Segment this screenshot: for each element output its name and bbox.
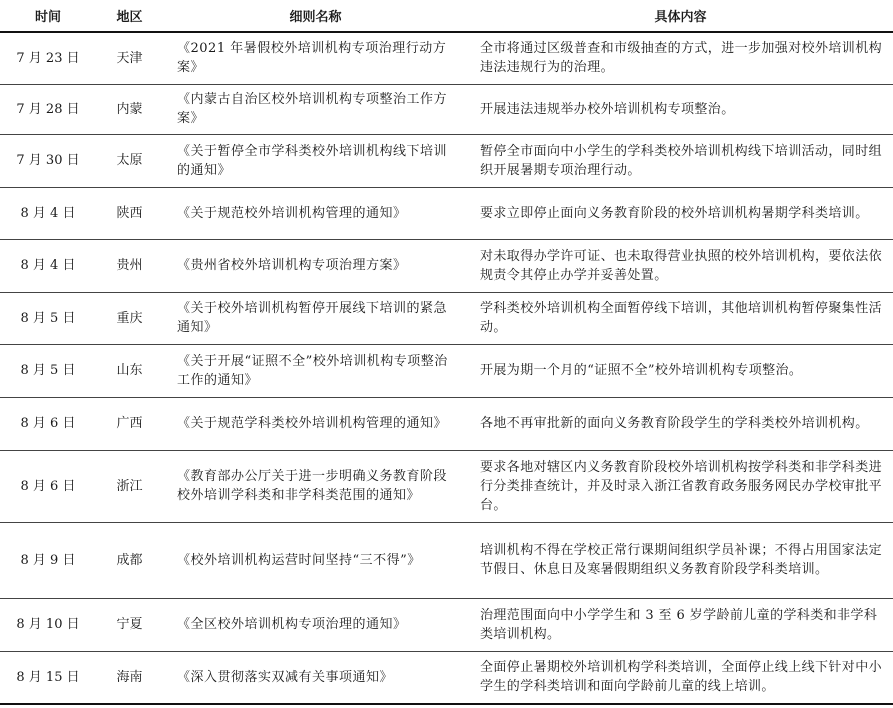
row-date: 8 月 6 日 [0,397,96,450]
row-date: 7 月 28 日 [0,84,96,134]
row-region: 山东 [96,344,163,397]
table-row [0,450,893,522]
table-row [0,84,893,134]
header-region: 地区 [96,0,163,32]
table-row [0,522,893,598]
table-row [0,134,893,187]
row-content: 学科类校外培训机构全面暂停线下培训，其他培训机构暂停聚集性活动。 [468,292,893,344]
row-date: 7 月 23 日 [0,32,96,84]
row-date: 8 月 5 日 [0,344,96,397]
row-region: 天津 [96,32,163,84]
row-region: 广西 [96,397,163,450]
row-content: 开展违法违规举办校外培训机构专项整治。 [468,84,893,134]
row-content: 全市将通过区级普查和市级抽查的方式，进一步加强对校外培训机构违法违规行为的治理。 [468,32,893,84]
table-row [0,187,893,239]
row-date: 8 月 15 日 [0,651,96,704]
row-date: 8 月 10 日 [0,598,96,651]
row-region: 成都 [96,522,163,598]
row-date: 8 月 4 日 [0,187,96,239]
row-content: 全面停止暑期校外培训机构学科类培训，全面停止线上线下针对中小学生的学科类培训和面向学龄前儿童的线上培训。 [468,651,893,704]
row-content: 开展为期一个月的“证照不全”校外培训机构专项整治。 [468,344,893,397]
row-title: 《关于规范学科类校外培训机构管理的通知》 [163,397,468,450]
row-date: 8 月 4 日 [0,239,96,292]
row-title: 《关于开展“证照不全”校外培训机构专项整治工作的通知》 [163,344,468,397]
row-title: 《全区校外培训机构专项治理的通知》 [163,598,468,651]
table-row [0,344,893,397]
row-content: 培训机构不得在学校正常行课期间组织学员补课；不得占用国家法定节假日、休息日及寒暑假期组织义务教育阶段学科类培训。 [468,522,893,598]
row-date: 8 月 5 日 [0,292,96,344]
row-content: 对未取得办学许可证、也未取得营业执照的校外培训机构，要依法依规责令其停止办学并妥善处置。 [468,239,893,292]
row-title: 《2021 年暑假校外培训机构专项治理行动方案》 [163,32,468,84]
row-title: 《关于规范校外培训机构管理的通知》 [163,187,468,239]
table-row [0,32,893,84]
row-content: 各地不再审批新的面向义务教育阶段学生的学科类校外培训机构。 [468,397,893,450]
row-date: 8 月 6 日 [0,450,96,522]
row-region: 浙江 [96,450,163,522]
row-region: 宁夏 [96,598,163,651]
row-title: 《教育部办公厅关于进一步明确义务教育阶段校外培训学科类和非学科类范围的通知》 [163,450,468,522]
table-row [0,397,893,450]
row-date: 7 月 30 日 [0,134,96,187]
table-row [0,598,893,651]
row-region: 太原 [96,134,163,187]
row-content: 要求立即停止面向义务教育阶段的校外培训机构暑期学科类培训。 [468,187,893,239]
row-region: 重庆 [96,292,163,344]
row-content: 治理范围面向中小学学生和 3 至 6 岁学龄前儿童的学科类和非学科类培训机构。 [468,598,893,651]
header-title: 细则名称 [163,0,468,32]
table-row [0,292,893,344]
table-row [0,239,893,292]
row-region: 内蒙 [96,84,163,134]
row-title: 《关于校外培训机构暂停开展线下培训的紧急通知》 [163,292,468,344]
row-title: 《深入贯彻落实双减有关事项通知》 [163,651,468,704]
header-date: 时间 [0,0,96,32]
header-row [0,0,893,32]
row-title: 《内蒙古自治区校外培训机构专项整治工作方案》 [163,84,468,134]
row-title: 《校外培训机构运营时间坚持“三不得”》 [163,522,468,598]
row-region: 贵州 [96,239,163,292]
row-title: 《贵州省校外培训机构专项治理方案》 [163,239,468,292]
row-content: 要求各地对辖区内义务教育阶段校外培训机构按学科类和非学科类进行分类排查统计，并及时录入浙江省教育政务服务网民办学校审批平台。 [468,450,893,522]
row-title: 《关于暂停全市学科类校外培训机构线下培训的通知》 [163,134,468,187]
row-region: 陕西 [96,187,163,239]
table-body [0,32,893,704]
table-header [0,0,893,32]
header-content: 具体内容 [468,0,893,32]
table-row [0,651,893,704]
row-region: 海南 [96,651,163,704]
row-content: 暂停全市面向中小学生的学科类校外培训机构线下培训活动，同时组织开展暑期专项治理行动。 [468,134,893,187]
row-date: 8 月 9 日 [0,522,96,598]
